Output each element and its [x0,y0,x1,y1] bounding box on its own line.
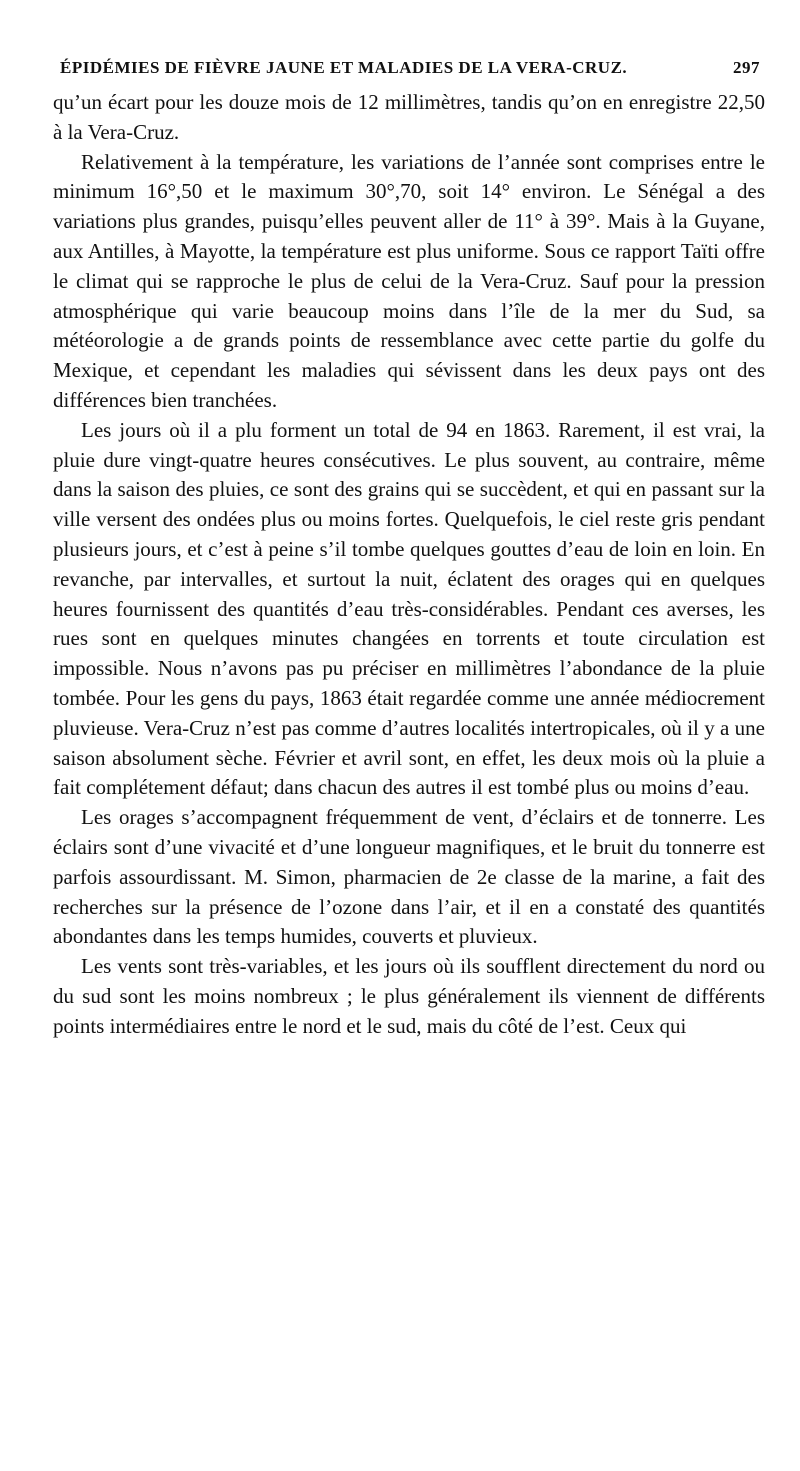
paragraph-2: Relativement à la température, les variations de l’année sont comprises entre le minimum 16°,50 et le maximum 30°,70, soit 14° environ. Le Sénégal a des variations plus grandes, puisqu’elles peuvent aller de 11° à 39°. Mais à la Guyane, aux Antilles, à Mayotte, la température est plus uniforme. Sous ce rapport Taïti offre le climat qui se rapproche le plus de celui de la Vera-Cruz. Sauf pour la pression atmosphérique qui varie beaucoup moins dans l’île de la mer du Sud, sa météorologie a de grands points de ressemblance avec cette partie du golfe du Mexique, et cependant les maladies qui sévissent dans les deux pays ont des différences bien tranchées. [53,149,765,412]
page-header [60,58,760,78]
page-number: 297 [733,58,760,77]
paragraph-3: Les jours où il a plu forment un total de 94 en 1863. Rarement, il est vrai, la pluie dure vingt-quatre heures consécutives. Le plus souvent, au contraire, même dans la saison des pluies, ce sont des grains qui se succèdent, et qui en passant sur la ville versent des ondées plus ou moins fortes. Quelquefois, le ciel reste gris pendant plusieurs jours, et c’est à peine s’il tombe quelques gouttes d’eau de loin en loin. En revanche, par intervalles, et surtout la nuit, éclatent des orages qui en quelques heures fournissent des quantités d’eau très-considérables. Pendant ces averses, les rues sont en quelques minutes changées en torrents et toute circulation est impossible. Nous n’avons pas pu préciser en millimètres l’abondance de la pluie tombée. Pour les gens du pays, 1863 était regardée comme une année médiocrement pluvieuse. Vera-Cruz n’est pas comme d’autres localités intertropicales, où il y a une saison absolument sèche. Février et avril sont, en effet, les deux mois où la pluie a fait complétement défaut; dans chacun des autres il est tombé plus ou moins d’eau. [53,417,765,800]
paragraph-1: qu’un écart pour les douze mois de 12 millimètres, tandis qu’on en enregistre 22,50 à la Vera-Cruz. [53,90,765,144]
running-title: ÉPIDÉMIES DE FIÈVRE JAUNE ET MALADIES DE LA VERA-CRUZ. [60,58,628,77]
paragraph-4: Les orages s’accompagnent fréquemment de vent, d’éclairs et de tonnerre. Les éclairs sont d’une vivacité et d’une longueur magnifiques, et le bruit du tonnerre est parfois assourdissant. M. Simon, pharmacien de 2e classe de la marine, a fait des recherches sur la présence de l’ozone dans l’air, et il en a constaté des quantités abondantes dans les temps humides, couverts et pluvieux. [53,805,765,949]
body-text [53,88,765,1042]
paragraph-5: Les vents sont très-variables, et les jours où ils soufflent directement du nord ou du sud sont les moins nombreux ; le plus généralement ils viennent de différents points intermédiaires entre le nord et le sud, mais du côté de l’est. Ceux qui [53,954,765,1038]
